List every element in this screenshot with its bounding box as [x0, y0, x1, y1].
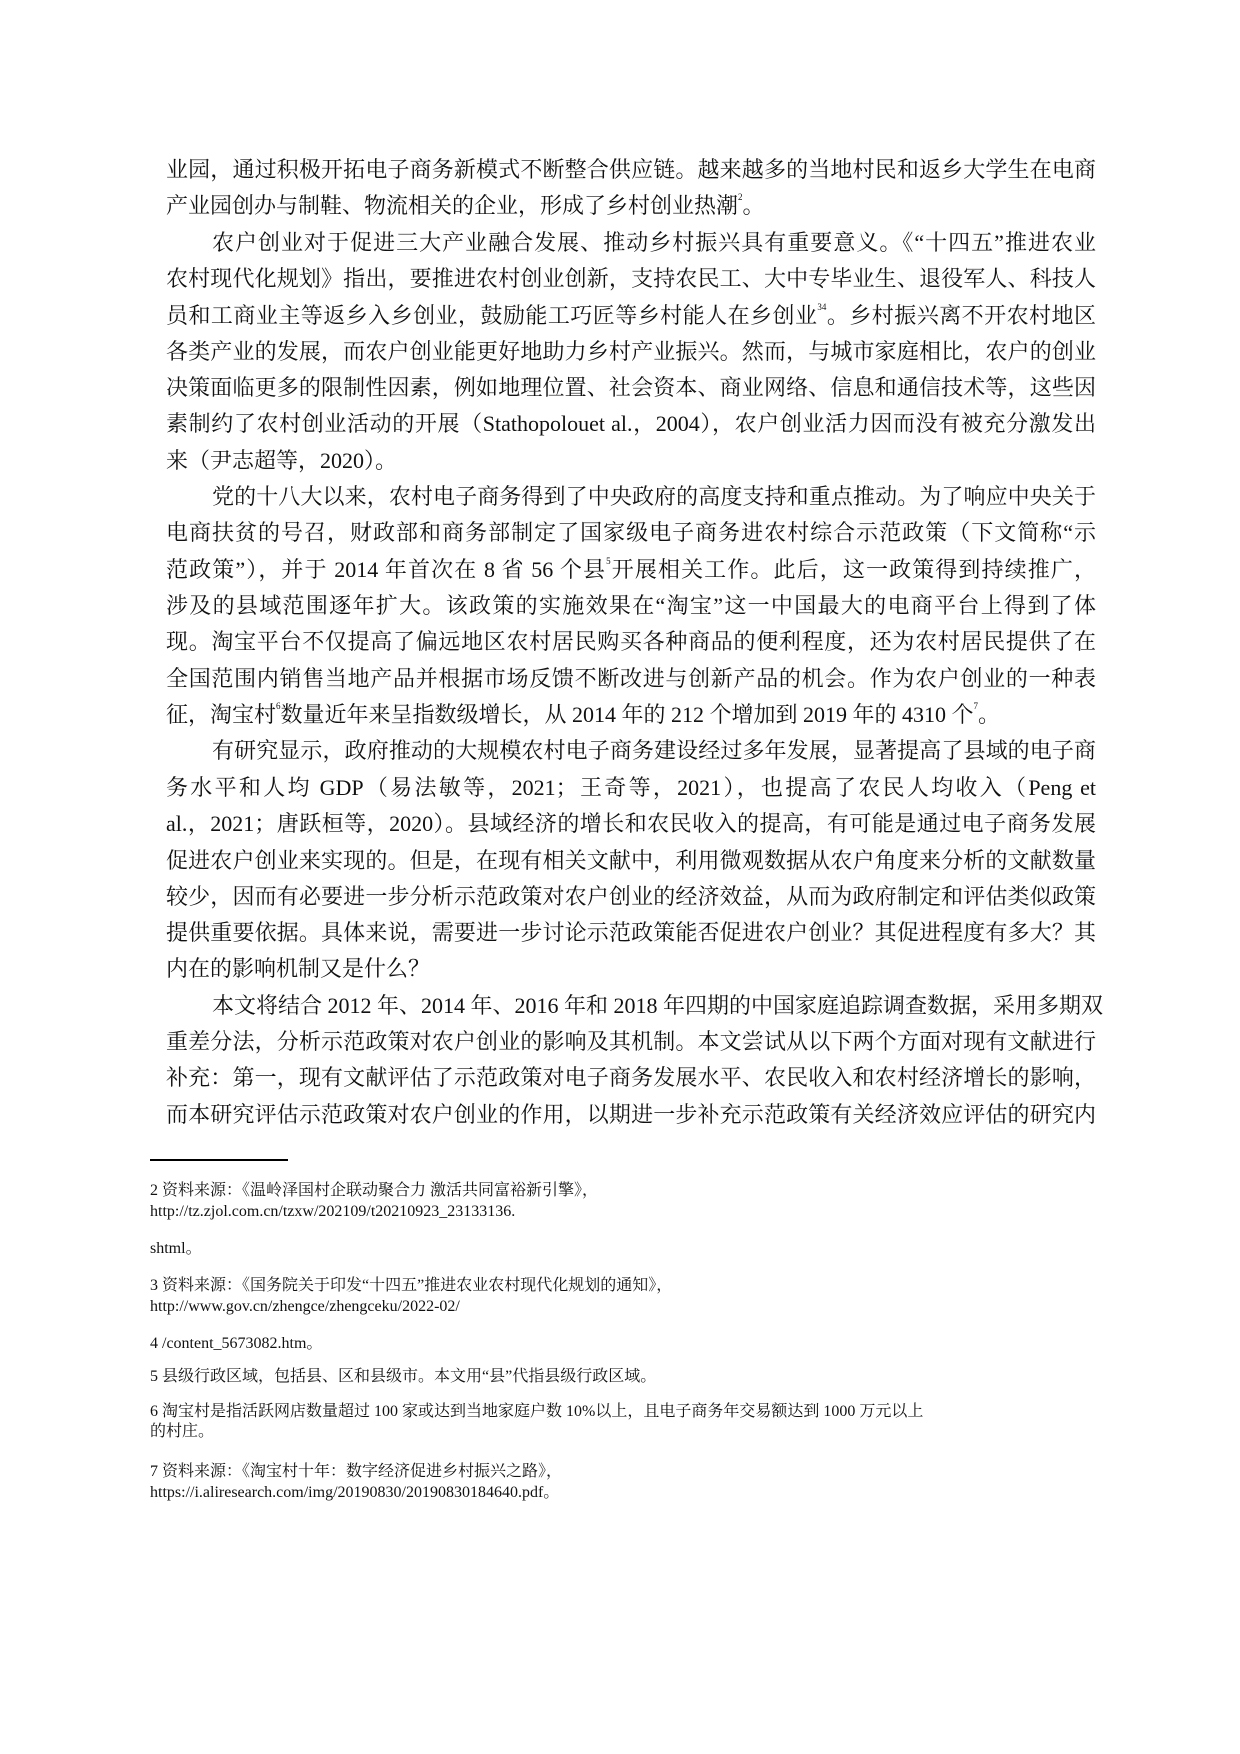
text-run: 涉及的县域范围逐年扩大。该政策的实施效果在“淘宝”这一中国最大的电商平台上得到了体	[166, 593, 1096, 618]
footnote-marker: 34	[817, 302, 827, 312]
body-line	[166, 191, 1096, 221]
text-run: 。	[978, 702, 1001, 727]
footnote-line: https://i.aliresearch.com/img/20190830/20190830184640.pdf。	[150, 1484, 560, 1501]
text-run: 数量近年来呈指数级增长，从 2014 年的 212 个增加到 2019 年的 4310 个	[280, 702, 974, 727]
body-line	[212, 482, 1096, 512]
text-run: 务水平和人均 GDP（易法敏等，2021；王奇等，2021），也提高了农民人均收入（Peng et	[166, 775, 1096, 800]
body-line	[166, 954, 1096, 984]
text-run: 农户创业对于促进三大产业融合发展、推动乡村振兴具有重要意义。《“十四五”推进农业	[212, 230, 1096, 255]
body-line	[166, 773, 1096, 803]
body-line	[166, 1027, 1096, 1057]
body-line	[166, 518, 1096, 548]
text-run: 现。淘宝平台不仅提高了偏远地区农村居民购买各种商品的便利程度，还为农村居民提供了在	[166, 629, 1096, 654]
text-run: 全国范围内销售当地产品并根据市场反馈不断改进与创新产品的机会。作为农户创业的一种表	[166, 666, 1096, 691]
text-run: 决策面临更多的限制性因素，例如地理位置、社会资本、商业网络、信息和通信技术等，这些因	[166, 375, 1096, 400]
text-run: 员和工商业主等返乡入乡创业，鼓励能工巧匠等乡村能人在乡创业	[166, 303, 818, 328]
footnote-marker: 5	[606, 556, 611, 566]
body-line	[212, 991, 1104, 1021]
body-line	[166, 591, 1096, 621]
text-run: 征，淘宝村	[166, 702, 277, 727]
text-run: 范政策”），并于 2014 年首次在 8 省 56 个县	[166, 557, 607, 582]
text-run: 各类产业的发展，而农户创业能更好地助力乡村产业振兴。然而，与城市家庭相比，农户的创业	[166, 339, 1096, 364]
footnote-line: 4 /content_5673082.htm。	[150, 1335, 323, 1352]
footnote-line: 7 资料来源：《淘宝村十年：数字经济促进乡村振兴之路》，	[150, 1463, 563, 1480]
text-run: 电商扶贫的号召，财政部和商务部制定了国家级电子商务进农村综合示范政策（下文简称“示	[166, 520, 1096, 545]
text-run: 业园，通过积极开拓电子商务新模式不断整合供应链。越来越多的当地村民和返乡大学生在电商	[166, 157, 1096, 182]
body-line	[212, 736, 1096, 766]
text-run: 素制约了农村创业活动的开展（Stathopolouet al.，2004），农户创业活力因而没有被充分激发出	[166, 411, 1096, 436]
footnote-line: http://www.gov.cn/zhengce/zhengceku/2022-02/	[150, 1298, 460, 1315]
body-line	[166, 846, 1096, 876]
footnote-line: 3 资料来源：《国务院关于印发“十四五”推进农业农村现代化规划的通知》，	[150, 1277, 673, 1294]
body-line	[212, 228, 1096, 258]
text-run: 重差分法，分析示范政策对农户创业的影响及其机制。本文尝试从以下两个方面对现有文献进行	[166, 1029, 1096, 1054]
text-run: 内在的影响机制又是什么？	[166, 956, 431, 981]
text-run: 农村现代化规划》指出，要推进农村创业创新，支持农民工、大中专毕业生、退役军人、科技人	[166, 266, 1096, 291]
footnote-line: shtml。	[150, 1240, 202, 1257]
body-line	[166, 700, 1096, 730]
body-line	[166, 627, 1096, 657]
footnote-line: 6 淘宝村是指活跃网店数量超过 100 家或达到当地家庭户数 10%以上，且电子商务年交易额达到 1000 万元以上	[150, 1403, 924, 1420]
body-line	[166, 1100, 1096, 1130]
body-line	[166, 301, 1096, 331]
body-line	[166, 373, 1096, 403]
body-line	[166, 882, 1096, 912]
body-line	[166, 446, 1096, 476]
text-run: 本文将结合 2012 年、2014 年、2016 年和 2018 年四期的中国家庭追踪调查数据，采用多期双	[212, 993, 1104, 1018]
text-run: 开展相关工作。此后，这一政策得到持续推广，	[610, 557, 1096, 582]
text-run: 党的十八大以来，农村电子商务得到了中央政府的高度支持和重点推动。为了响应中央关于	[212, 484, 1096, 509]
footnote-marker: 7	[973, 701, 979, 711]
footnote-line: 5 县级行政区域，包括县、区和县级市。本文用“县”代指县级行政区域。	[150, 1368, 657, 1385]
text-run: 。	[742, 193, 765, 218]
body-line	[166, 555, 1096, 585]
footnote-line: 2 资料来源：《温岭泽国村企联动聚合力 激活共同富裕新引擎》，	[150, 1182, 599, 1199]
body-line	[166, 337, 1096, 367]
text-run: 较少，因而有必要进一步分析示范政策对农户创业的经济效益，从而为政府制定和评估类似政策	[166, 884, 1096, 909]
text-run: al.，2021；唐跃桓等，2020）。县域经济的增长和农民收入的提高，有可能是通过电子商务发展	[166, 811, 1096, 836]
body-line	[166, 664, 1096, 694]
text-run: 而本研究评估示范政策对农户创业的作用，以期进一步补充示范政策有关经济效应评估的研究内	[166, 1102, 1096, 1127]
text-run: 产业园创办与制鞋、物流相关的企业，形成了乡村创业热潮	[166, 193, 739, 218]
body-line	[166, 155, 1096, 185]
body-line	[166, 264, 1096, 294]
text-run: 提供重要依据。具体来说，需要进一步讨论示范政策能否促进农户创业？其促进程度有多大？其	[166, 920, 1096, 945]
text-run: 有研究显示，政府推动的大规模农村电子商务建设经过多年发展，显著提高了县域的电子商	[212, 738, 1096, 763]
footnote-line: 的村庄。	[150, 1423, 215, 1440]
text-run: 促进农户创业来实现的。但是，在现有相关文献中，利用微观数据从农户角度来分析的文献数量	[166, 848, 1096, 873]
body-line	[166, 809, 1096, 839]
footnote-marker: 6	[276, 701, 281, 711]
body-line	[166, 918, 1096, 948]
footnote-line: http://tz.zjol.com.cn/tzxw/202109/t20210923_23133136.	[150, 1203, 516, 1220]
text-run: 。乡村振兴离不开农村地区	[826, 303, 1096, 328]
body-line	[166, 1063, 1096, 1093]
footnote-separator	[150, 1159, 288, 1161]
text-run: 补充：第一，现有文献评估了示范政策对电子商务发展水平、农民收入和农村经济增长的影响，	[166, 1065, 1096, 1090]
text-run: 来（尹志超等，2020）。	[166, 448, 398, 473]
body-line	[166, 409, 1096, 439]
footnote-marker: 2	[738, 192, 743, 202]
